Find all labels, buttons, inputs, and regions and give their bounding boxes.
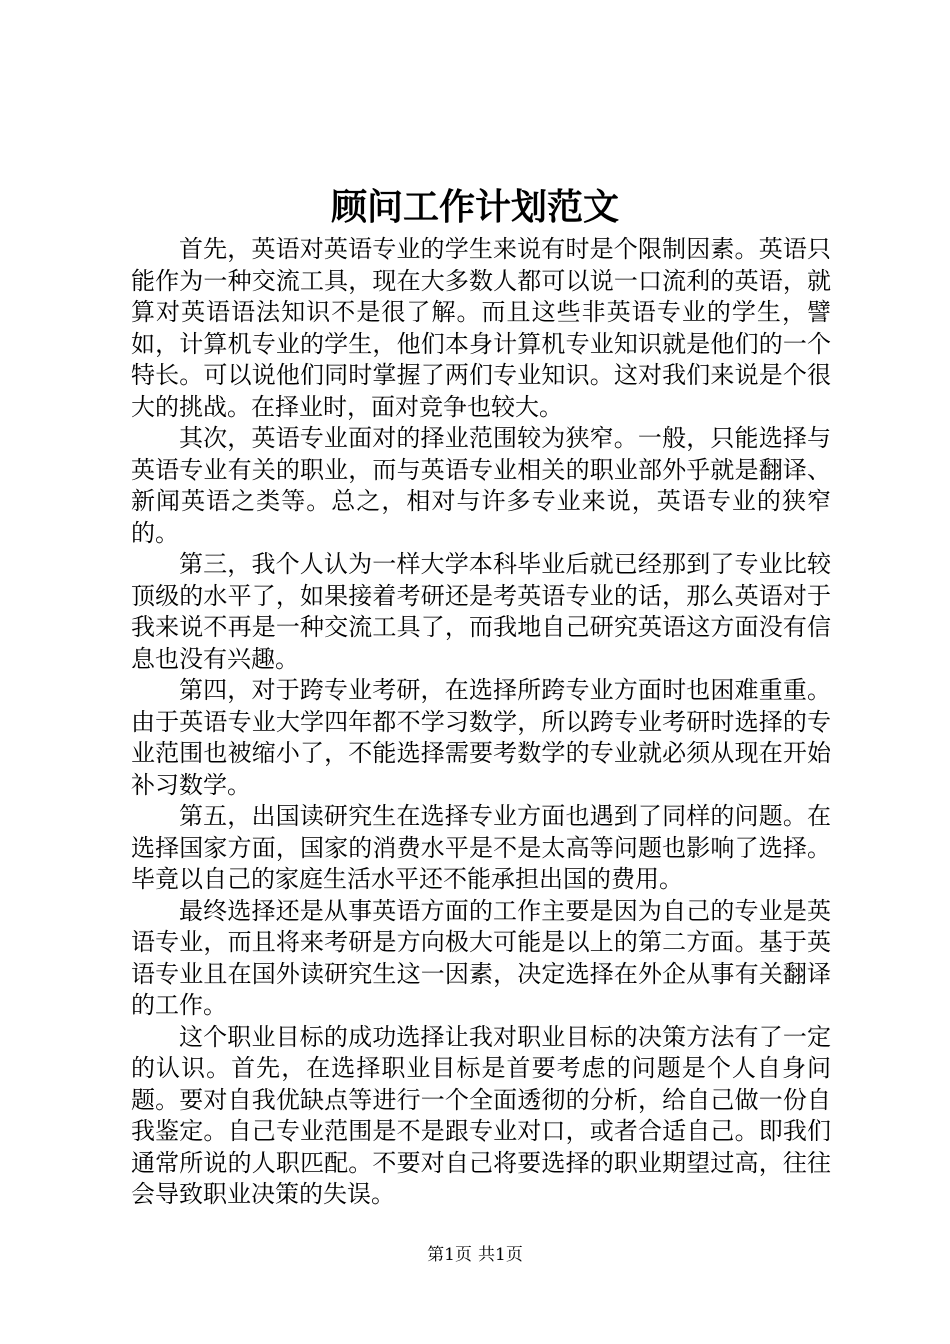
document-body <box>131 234 831 1211</box>
paragraph-2: 其次，英语专业面对的择业范围较为狭窄。一般，只能选择与英语专业有关的职业，而与英语专业相关的职业部外乎就是翻译、新闻英语之类等。总之，相对与许多专业来说，英语专业的狭窄的。 <box>131 424 831 547</box>
page-footer <box>0 1243 950 1267</box>
page-total: 共1页 <box>478 1245 523 1265</box>
paragraph-3: 第三，我个人认为一样大学本科毕业后就已经那到了专业比较顶级的水平了，如果接着考研还是考英语专业的话，那么英语对于我来说不再是一种交流工具了，而我地自己研究英语这方面没有信息也没有兴趣。 <box>131 550 831 673</box>
paragraph-4: 第四，对于跨专业考研，在选择所跨专业方面时也困难重重。由于英语专业大学四年都不学习数学，所以跨专业考研时选择的专业范围也被缩小了，不能选择需要考数学的专业就必须从现在开始补习数学。 <box>131 676 831 799</box>
paragraph-1: 首先，英语对英语专业的学生来说有时是个限制因素。英语只能作为一种交流工具，现在大多数人都可以说一口流利的英语，就算对英语语法知识不是很了解。而且这些非英语专业的学生，譬如，计算机专业的学生，他们本身计算机专业知识就是他们的一个特长。可以说他们同时掌握了两们专业知识。这对我们来说是个很大的挑战。在择业时，面对竞争也较大。 <box>131 235 831 421</box>
page-number: 第1页 <box>427 1245 472 1265</box>
document-title: 顾问工作计划范文 <box>330 186 619 228</box>
paragraph-6: 最终选择还是从事英语方面的工作主要是因为自己的专业是英语专业，而且将来考研是方向极大可能是以上的第二方面。基于英语专业且在国外读研究生这一因素，决定选择在外企从事有关翻译的工作。 <box>131 896 831 1019</box>
paragraph-5: 第五，出国读研究生在选择专业方面也遇到了同样的问题。在选择国家方面，国家的消费水平是不是太高等问题也影响了选择。毕竟以自己的家庭生活水平还不能承担出国的费用。 <box>131 802 831 893</box>
paragraph-7: 这个职业目标的成功选择让我对职业目标的决策方法有了一定的认识。首先，在选择职业目标是首要考虑的问题是个人自身问题。要对自我优缺点等进行一个全面透彻的分析，给自己做一份自我鉴定。自己专业范围是不是跟专业对口，或者合适自己。即我们通常所说的人职匹配。不要对自己将要选择的职业期望过高，往往会导致职业决策的失误。 <box>131 1022 831 1208</box>
